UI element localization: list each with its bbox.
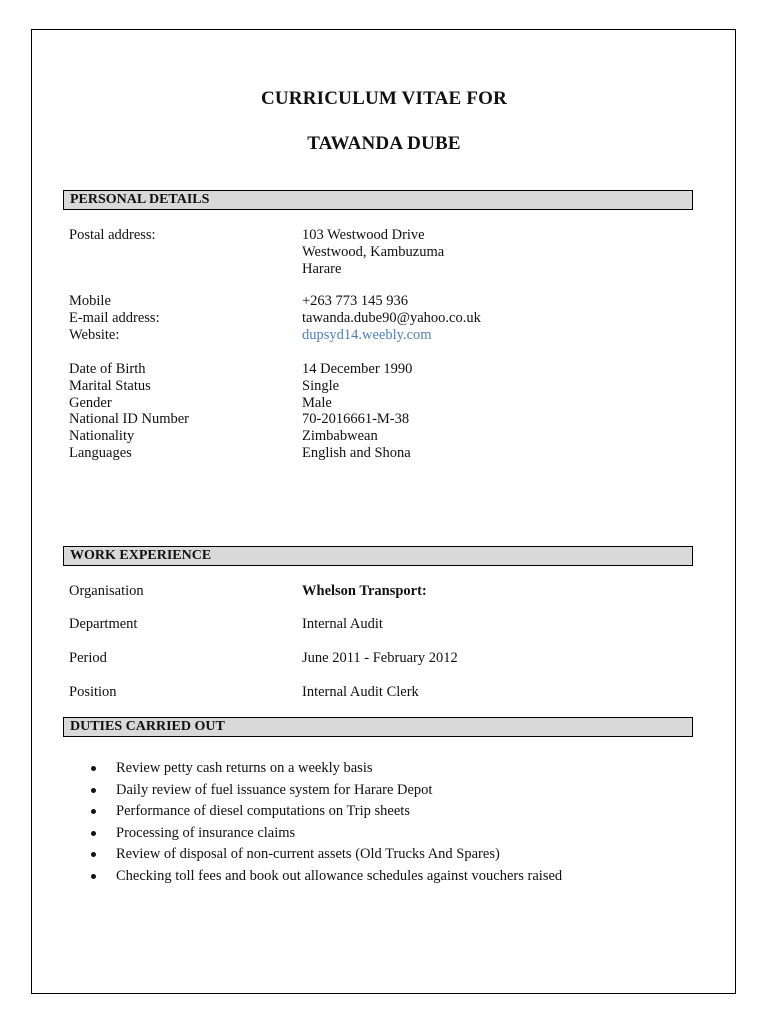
organisation-value: Whelson Transport: — [302, 583, 427, 599]
national-id-value: 70-2016661-M-38 — [302, 411, 410, 428]
bullet-icon — [91, 788, 96, 793]
section-header-work-experience: WORK EXPERIENCE — [63, 546, 693, 566]
languages-value: English and Shona — [302, 445, 411, 461]
bullet-icon — [91, 831, 96, 836]
duty-text: Daily review of fuel issuance system for Harare Depot — [116, 781, 433, 798]
postal-address-line-1: 103 Westwood Drive — [302, 227, 425, 243]
list-item — [88, 844, 562, 866]
period-value: June 2011 - February 2012 — [302, 650, 458, 666]
list-item — [88, 866, 562, 888]
mobile-value: +263 773 145 936 — [302, 293, 409, 309]
website-link[interactable]: dupsyd14.weebly.com — [302, 326, 432, 343]
mobile-label: Mobile — [69, 293, 111, 309]
list-item — [88, 801, 562, 823]
department-label: Department — [69, 616, 138, 632]
nationality-value: Zimbabwean — [302, 428, 378, 445]
languages-label: Languages — [69, 445, 132, 461]
document-title: CURRICULUM VITAE FOR — [260, 88, 508, 109]
section-header-duties: DUTIES CARRIED OUT — [63, 717, 693, 737]
dob-value: 14 December 1990 — [302, 361, 413, 377]
email-label: E-mail address: — [69, 309, 160, 326]
duty-text: Review of disposal of non-current assets (Old Trucks And Spares) — [116, 846, 500, 862]
email-value: tawanda.dube90@yahoo.co.uk — [302, 309, 481, 326]
position-label: Position — [69, 684, 117, 700]
list-item — [88, 758, 562, 780]
section-header-personal-details: PERSONAL DETAILS — [63, 190, 693, 210]
department-value: Internal Audit — [302, 616, 383, 632]
duty-text: Checking toll fees and book out allowance schedules against vouchers raised — [116, 867, 563, 884]
postal-address-label: Postal address: — [69, 227, 156, 243]
duties-list — [88, 758, 562, 887]
website-label: Website: — [69, 326, 120, 343]
period-label: Period — [69, 650, 107, 666]
organisation-label: Organisation — [69, 583, 144, 599]
bullet-icon — [91, 874, 96, 879]
position-value: Internal Audit Clerk — [302, 684, 419, 700]
duty-text: Performance of diesel computations on Trip sheets — [116, 803, 410, 819]
list-item — [88, 780, 562, 802]
list-item — [88, 823, 562, 845]
marital-status-label: Marital Status — [69, 377, 151, 394]
gender-value: Male — [302, 394, 332, 411]
bullet-icon — [91, 809, 96, 814]
bullet-icon — [91, 766, 96, 771]
marital-status-value: Single — [302, 377, 340, 394]
national-id-label: National ID Number — [69, 411, 189, 428]
bullet-icon — [91, 852, 96, 857]
postal-address-line-3: Harare — [302, 260, 342, 277]
nationality-label: Nationality — [69, 428, 135, 445]
postal-address-line-2: Westwood, Kambuzuma — [302, 243, 445, 260]
dob-label: Date of Birth — [69, 361, 146, 377]
gender-label: Gender — [69, 394, 112, 411]
duty-text: Review petty cash returns on a weekly basis — [116, 760, 373, 776]
duty-text: Processing of insurance claims — [116, 824, 296, 841]
candidate-name: TAWANDA DUBE — [307, 133, 461, 154]
